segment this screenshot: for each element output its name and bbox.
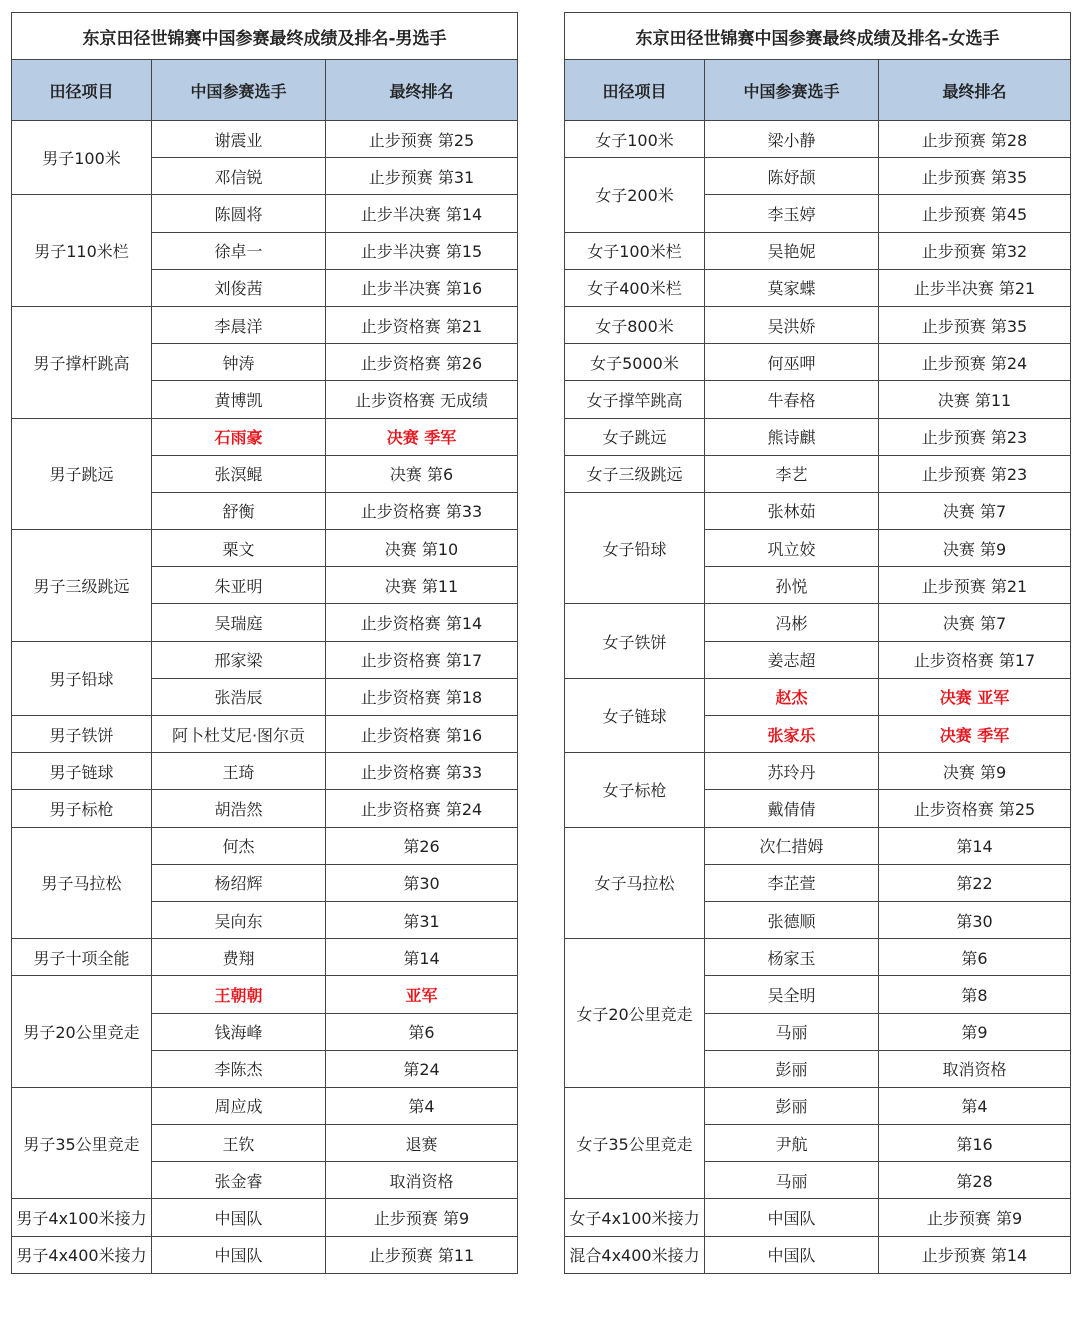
event-cell: 男子100米	[12, 121, 152, 195]
result-cell: 退赛	[326, 1125, 518, 1162]
result-cell: 止步预赛 第35	[879, 158, 1071, 195]
table-row	[565, 939, 1071, 976]
table-row	[12, 976, 518, 1013]
result-cell: 止步预赛 第32	[879, 232, 1071, 269]
result-cell: 止步预赛 第11	[326, 1236, 518, 1273]
event-cell: 男子20公里竞走	[12, 976, 152, 1088]
event-cell: 女子4x100米接力	[565, 1199, 705, 1236]
event-cell: 女子铁饼	[565, 604, 705, 678]
athlete-cell: 陈圆将	[152, 195, 326, 232]
event-cell: 女子100米栏	[565, 232, 705, 269]
result-cell: 决赛 第6	[326, 455, 518, 492]
result-cell: 止步资格赛 第16	[326, 716, 518, 753]
table-row	[12, 306, 518, 343]
athlete-cell: 王朝朝	[152, 976, 326, 1013]
athlete-cell: 钱海峰	[152, 1013, 326, 1050]
result-cell: 止步资格赛 第18	[326, 678, 518, 715]
table-row	[12, 418, 518, 455]
athlete-cell: 张德顺	[705, 901, 879, 938]
athlete-cell: 牛春格	[705, 381, 879, 418]
athlete-cell: 梁小静	[705, 121, 879, 158]
event-cell: 男子跳远	[12, 418, 152, 530]
table-row	[12, 530, 518, 567]
event-cell: 男子标枪	[12, 790, 152, 827]
result-cell: 止步预赛 第28	[879, 121, 1071, 158]
athlete-cell: 吴向东	[152, 901, 326, 938]
athlete-cell: 费翔	[152, 939, 326, 976]
table-row	[12, 790, 518, 827]
athlete-cell: 彭丽	[705, 1087, 879, 1124]
table-row	[565, 418, 1071, 455]
result-cell: 止步资格赛 第24	[326, 790, 518, 827]
result-cell: 第22	[879, 864, 1071, 901]
column-header-event: 田径项目	[565, 60, 705, 121]
event-cell: 女子100米	[565, 121, 705, 158]
result-cell: 止步半决赛 第15	[326, 232, 518, 269]
result-cell: 决赛 第11	[879, 381, 1071, 418]
result-cell: 第30	[879, 901, 1071, 938]
men-results-table	[11, 12, 518, 1274]
table-row	[565, 381, 1071, 418]
result-cell: 决赛 第7	[879, 604, 1071, 641]
table-row	[565, 232, 1071, 269]
athlete-cell: 周应成	[152, 1087, 326, 1124]
event-cell: 男子110米栏	[12, 195, 152, 307]
athlete-cell: 中国队	[705, 1236, 879, 1273]
athlete-cell: 赵杰	[705, 678, 879, 715]
event-cell: 女子35公里竞走	[565, 1087, 705, 1199]
athlete-cell: 杨家玉	[705, 939, 879, 976]
table-row	[565, 753, 1071, 790]
athlete-cell: 李芷萱	[705, 864, 879, 901]
athlete-cell: 次仁措姆	[705, 827, 879, 864]
table-row	[565, 455, 1071, 492]
athlete-cell: 李玉婷	[705, 195, 879, 232]
athlete-cell: 吴艳妮	[705, 232, 879, 269]
column-header-result: 最终排名	[879, 60, 1071, 121]
result-cell: 第4	[879, 1087, 1071, 1124]
result-cell: 止步资格赛 无成绩	[326, 381, 518, 418]
athlete-cell: 钟涛	[152, 344, 326, 381]
athlete-cell: 何杰	[152, 827, 326, 864]
athlete-cell: 朱亚明	[152, 567, 326, 604]
event-cell: 女子标枪	[565, 753, 705, 827]
result-cell: 止步预赛 第24	[879, 344, 1071, 381]
result-cell: 止步资格赛 第33	[326, 492, 518, 529]
result-cell: 第26	[326, 827, 518, 864]
result-cell: 决赛 亚军	[879, 678, 1071, 715]
result-cell: 第14	[879, 827, 1071, 864]
athlete-cell: 谢震业	[152, 121, 326, 158]
table-row	[565, 1087, 1071, 1124]
athlete-cell: 张溟鲲	[152, 455, 326, 492]
event-cell: 女子200米	[565, 158, 705, 232]
result-cell: 止步半决赛 第14	[326, 195, 518, 232]
result-cell: 第31	[326, 901, 518, 938]
table-row	[12, 121, 518, 158]
table-row	[12, 753, 518, 790]
table-row	[565, 827, 1071, 864]
result-cell: 第4	[326, 1087, 518, 1124]
event-cell: 男子三级跳远	[12, 530, 152, 642]
result-cell: 决赛 第10	[326, 530, 518, 567]
column-header-athlete: 中国参赛选手	[705, 60, 879, 121]
table-row	[565, 306, 1071, 343]
result-cell: 亚军	[326, 976, 518, 1013]
athlete-cell: 吴全明	[705, 976, 879, 1013]
event-cell: 男子十项全能	[12, 939, 152, 976]
result-cell: 决赛 第9	[879, 753, 1071, 790]
athlete-cell: 张金睿	[152, 1162, 326, 1199]
column-header-athlete: 中国参赛选手	[152, 60, 326, 121]
result-cell: 止步资格赛 第26	[326, 344, 518, 381]
women-results-table	[564, 12, 1071, 1274]
athlete-cell: 胡浩然	[152, 790, 326, 827]
result-cell: 决赛 第11	[326, 567, 518, 604]
event-cell: 女子马拉松	[565, 827, 705, 939]
result-cell: 止步资格赛 第25	[879, 790, 1071, 827]
result-cell: 第16	[879, 1125, 1071, 1162]
result-cell: 止步预赛 第14	[879, 1236, 1071, 1273]
result-cell: 止步预赛 第9	[326, 1199, 518, 1236]
result-cell: 止步资格赛 第14	[326, 604, 518, 641]
result-cell: 止步预赛 第25	[326, 121, 518, 158]
athlete-cell: 李艺	[705, 455, 879, 492]
event-cell: 男子铅球	[12, 641, 152, 715]
athlete-cell: 阿卜杜艾尼·图尔贡	[152, 716, 326, 753]
athlete-cell: 张浩辰	[152, 678, 326, 715]
event-cell: 女子5000米	[565, 344, 705, 381]
athlete-cell: 中国队	[152, 1236, 326, 1273]
result-cell: 第6	[326, 1013, 518, 1050]
event-cell: 女子链球	[565, 678, 705, 752]
athlete-cell: 石雨豪	[152, 418, 326, 455]
event-cell: 混合4x400米接力	[565, 1236, 705, 1273]
event-cell: 男子链球	[12, 753, 152, 790]
athlete-cell: 吴洪娇	[705, 306, 879, 343]
athlete-cell: 吴瑞庭	[152, 604, 326, 641]
table-row	[12, 1236, 518, 1273]
result-cell: 止步资格赛 第17	[326, 641, 518, 678]
event-cell: 女子800米	[565, 306, 705, 343]
table-row	[12, 827, 518, 864]
athlete-cell: 王琦	[152, 753, 326, 790]
athlete-cell: 苏玲丹	[705, 753, 879, 790]
athlete-cell: 李陈杰	[152, 1050, 326, 1087]
table-row	[565, 269, 1071, 306]
table-title: 东京田径世锦赛中国参赛最终成绩及排名-女选手	[565, 13, 1071, 60]
column-header-event: 田径项目	[12, 60, 152, 121]
table-row	[565, 492, 1071, 529]
athlete-cell: 刘俊茜	[152, 269, 326, 306]
athlete-cell: 尹航	[705, 1125, 879, 1162]
athlete-cell: 张家乐	[705, 716, 879, 753]
table-row	[12, 716, 518, 753]
athlete-cell: 冯彬	[705, 604, 879, 641]
result-cell: 止步预赛 第23	[879, 455, 1071, 492]
athlete-cell: 栗文	[152, 530, 326, 567]
table-row	[565, 344, 1071, 381]
column-header-result: 最终排名	[326, 60, 518, 121]
result-cell: 第24	[326, 1050, 518, 1087]
athlete-cell: 陈妤颉	[705, 158, 879, 195]
athlete-cell: 姜志超	[705, 641, 879, 678]
table-row	[565, 1199, 1071, 1236]
table-row	[12, 195, 518, 232]
result-cell: 止步预赛 第21	[879, 567, 1071, 604]
athlete-cell: 邓信锐	[152, 158, 326, 195]
result-cell: 第30	[326, 864, 518, 901]
athlete-cell: 彭丽	[705, 1050, 879, 1087]
result-cell: 第14	[326, 939, 518, 976]
result-cell: 取消资格	[879, 1050, 1071, 1087]
athlete-cell: 王钦	[152, 1125, 326, 1162]
athlete-cell: 中国队	[705, 1199, 879, 1236]
result-cell: 止步半决赛 第16	[326, 269, 518, 306]
result-cell: 决赛 第7	[879, 492, 1071, 529]
result-cell: 止步预赛 第45	[879, 195, 1071, 232]
result-cell: 止步预赛 第23	[879, 418, 1071, 455]
athlete-cell: 熊诗麒	[705, 418, 879, 455]
athlete-cell: 何巫呷	[705, 344, 879, 381]
athlete-cell: 李晨洋	[152, 306, 326, 343]
table-row	[12, 939, 518, 976]
athlete-cell: 黄博凯	[152, 381, 326, 418]
athlete-cell: 孙悦	[705, 567, 879, 604]
table-title: 东京田径世锦赛中国参赛最终成绩及排名-男选手	[12, 13, 518, 60]
result-cell: 止步资格赛 第17	[879, 641, 1071, 678]
event-cell: 女子铅球	[565, 492, 705, 604]
result-cell: 止步资格赛 第21	[326, 306, 518, 343]
result-cell: 第9	[879, 1013, 1071, 1050]
result-cell: 决赛 季军	[879, 716, 1071, 753]
athlete-cell: 巩立姣	[705, 530, 879, 567]
athlete-cell: 莫家蝶	[705, 269, 879, 306]
event-cell: 男子35公里竞走	[12, 1087, 152, 1199]
athlete-cell: 杨绍辉	[152, 864, 326, 901]
event-cell: 男子撑杆跳高	[12, 306, 152, 418]
result-cell: 止步半决赛 第21	[879, 269, 1071, 306]
result-cell: 决赛 第9	[879, 530, 1071, 567]
athlete-cell: 戴倩倩	[705, 790, 879, 827]
result-cell: 第28	[879, 1162, 1071, 1199]
table-row	[565, 1236, 1071, 1273]
event-cell: 男子4x100米接力	[12, 1199, 152, 1236]
athlete-cell: 张林茹	[705, 492, 879, 529]
event-cell: 女子20公里竞走	[565, 939, 705, 1088]
event-cell: 女子跳远	[565, 418, 705, 455]
result-cell: 止步预赛 第35	[879, 306, 1071, 343]
event-cell: 男子4x400米接力	[12, 1236, 152, 1273]
result-cell: 止步资格赛 第33	[326, 753, 518, 790]
event-cell: 男子铁饼	[12, 716, 152, 753]
athlete-cell: 中国队	[152, 1199, 326, 1236]
athlete-cell: 邢家梁	[152, 641, 326, 678]
result-cell: 第8	[879, 976, 1071, 1013]
table-row	[565, 158, 1071, 195]
result-cell: 取消资格	[326, 1162, 518, 1199]
athlete-cell: 徐卓一	[152, 232, 326, 269]
table-row	[565, 121, 1071, 158]
table-row	[565, 678, 1071, 715]
result-cell: 止步预赛 第31	[326, 158, 518, 195]
result-cell: 决赛 季军	[326, 418, 518, 455]
athlete-cell: 舒衡	[152, 492, 326, 529]
athlete-cell: 马丽	[705, 1013, 879, 1050]
table-row	[12, 1087, 518, 1124]
event-cell: 女子撑竿跳高	[565, 381, 705, 418]
result-cell: 止步预赛 第9	[879, 1199, 1071, 1236]
athlete-cell: 马丽	[705, 1162, 879, 1199]
event-cell: 女子三级跳远	[565, 455, 705, 492]
event-cell: 女子400米栏	[565, 269, 705, 306]
result-cell: 第6	[879, 939, 1071, 976]
table-row	[12, 1199, 518, 1236]
table-row	[565, 604, 1071, 641]
table-row	[12, 641, 518, 678]
event-cell: 男子马拉松	[12, 827, 152, 939]
